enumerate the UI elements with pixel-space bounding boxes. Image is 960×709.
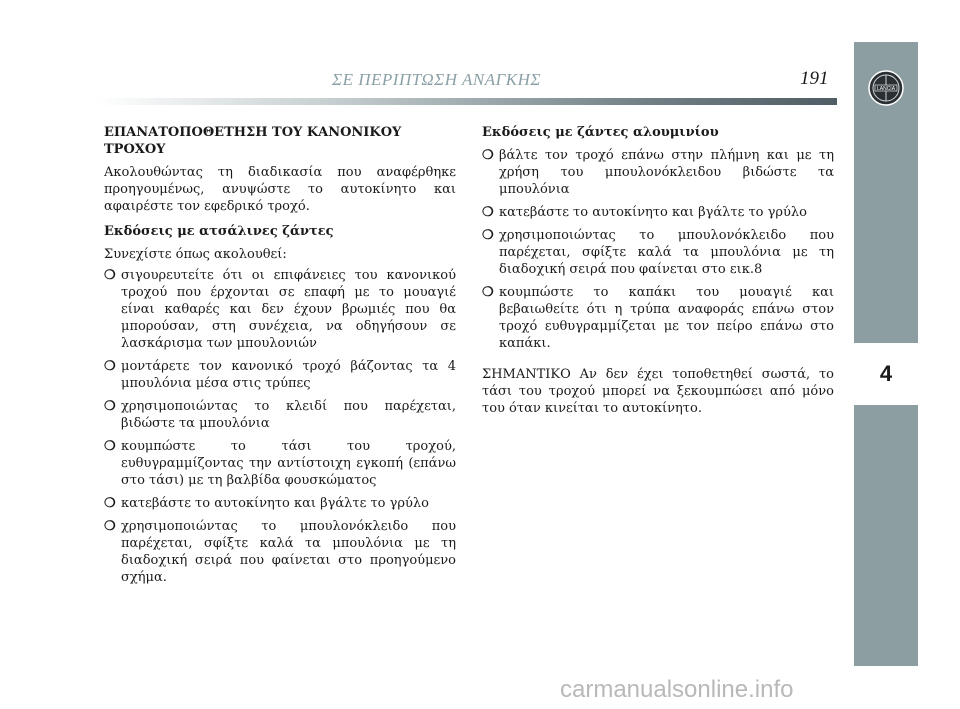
lancia-logo-icon	[868, 70, 904, 106]
list-item: ❍ κατεβάστε το αυτοκίνητο και βγάλτε το γρύλο	[482, 205, 808, 220]
bullet-icon: ❍	[482, 228, 494, 243]
steel-rims-heading: Εκδόσεις με ατσάλινες ζάντες	[104, 224, 334, 239]
list-item: ❍ μοντάρετε τον κανονικό τροχό βάζοντας τα 4 μπουλόνια μέσα στις τρύπες	[104, 359, 456, 391]
bullet-icon: ❍	[482, 205, 494, 220]
right-column	[482, 124, 834, 430]
alloy-rims-heading: Εκδόσεις με ζάντες αλουμινίου	[482, 125, 719, 140]
chapter-tab	[854, 343, 918, 405]
bullet-icon: ❍	[104, 519, 116, 534]
list-item: ❍ κουμπώστε το τάσι του τροχού, ευθυγραμμίζοντας την αντίστοιχη εγκοπή (επάνω στο τάσι) με τη βαλβίδα φουσκώματος	[104, 439, 456, 488]
important-note: ΣΗΜΑΝΤΙΚΟ Αν δεν έχει τοποθετηθεί σωστά, το τάσι του τροχού μπορεί να ξεκουμπώσει από μόνο του όταν κινείται το αυτοκίνητο.	[482, 367, 834, 416]
header-rule	[97, 98, 837, 105]
bullet-icon: ❍	[104, 496, 116, 511]
list-item: ❍ χρησιμοποιώντας το κλειδί που παρέχεται, βιδώστε τα μπουλόνια	[104, 399, 456, 431]
watermark: carmanualsonline.info	[560, 676, 794, 703]
bullet-icon: ❍	[104, 268, 116, 283]
bullet-icon: ❍	[104, 439, 116, 454]
page-number: 191	[800, 68, 829, 89]
list-item: ❍ σιγουρευτείτε ότι οι επιφάνειες του κανονικού τροχού που έρχονται σε επαφή με το μουαγιέ είναι καθαρές και δεν έχουν βρωμιές που θα μπορούσαν, στη συνέχεια, να οδηγήσουν σε λασκάρισμα των μπουλονιών	[104, 268, 456, 351]
left-column	[104, 124, 456, 592]
list-item: ❍ χρησιμοποιώντας το μπουλονόκλειδο που παρέχεται, σφίξτε καλά τα μπουλόνια με τη διαδοχική σειρά που φαίνεται στο προηγούμενο σχήμα.	[104, 519, 456, 585]
lead-paragraph: Συνεχίστε όπως ακολουθεί:	[104, 247, 287, 262]
bullet-icon: ❍	[482, 285, 494, 300]
intro-paragraph: Ακολουθώντας τη διαδικασία που αναφέρθηκε προηγουμένως, ανυψώστε το αυτοκίνητο και αφαιρέστε τον εφεδρικό τροχό.	[104, 165, 456, 214]
list-item: ❍ κουμπώστε το καπάκι του μουαγιέ και βεβαιωθείτε ότι η τρύπα αναφοράς επάνω στον τροχό ευθυγραμμίζεται με τον πείρο επάνω στο καπάκι.	[482, 285, 834, 351]
section-heading: ΕΠΑΝΑΤΟΠΟΘΕΤΗΣΗ ΤΟΥ ΚΑΝΟΝΙΚΟΥ ΤΡΟΧΟΥ	[104, 125, 402, 157]
steel-rims-steps	[104, 267, 456, 586]
svg-text:LANCIA: LANCIA	[876, 86, 896, 92]
bullet-icon: ❍	[104, 359, 116, 374]
list-item: ❍ βάλτε τον τροχό επάνω στην πλήμνη και με τη χρήση του μπουλονόκλειδου βιδώστε τα μπουλόνια	[482, 148, 834, 197]
header-title: ΣΕ ΠΕΡΙΠΤΩΣΗ ΑΝΑΓΚΗΣ	[332, 70, 541, 89]
list-item: ❍ χρησιμοποιώντας το μπουλονόκλειδο που παρέχεται, σφίξτε καλά τα μπουλόνια με τη διαδοχική σειρά που φαίνεται στο εικ.8	[482, 228, 834, 277]
alloy-rims-steps	[482, 147, 834, 352]
chapter-number: 4	[879, 361, 893, 386]
bullet-icon: ❍	[482, 148, 494, 163]
bullet-icon: ❍	[104, 399, 116, 414]
list-item: ❍ κατεβάστε το αυτοκίνητο και βγάλτε το γρύλο	[104, 496, 430, 511]
